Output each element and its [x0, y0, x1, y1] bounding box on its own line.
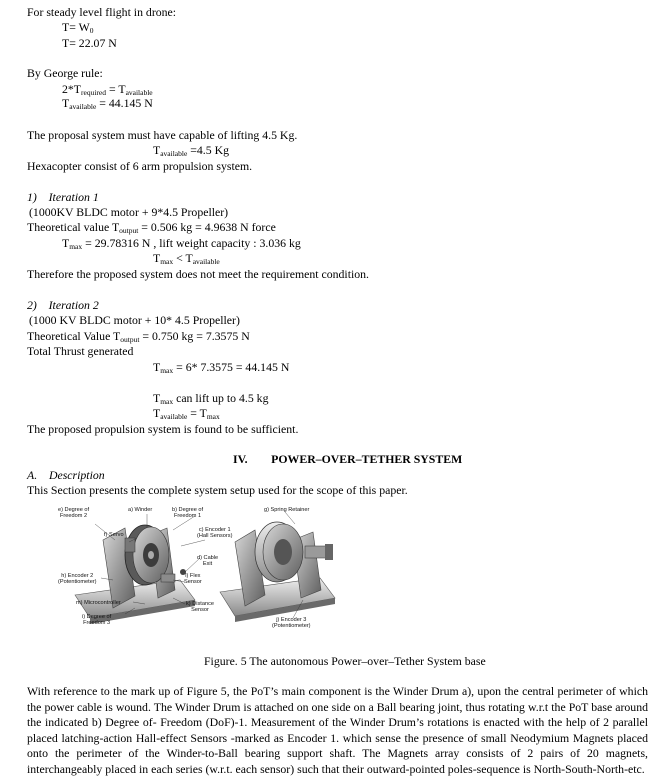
text-line: The proposal system must have capable of lifting 4.5 Kg.: [27, 128, 298, 142]
label-degree-of-freedom-2: e) Degree of Freedom 2: [58, 507, 90, 520]
iteration-heading: 2) Iteration 2: [27, 298, 99, 312]
label-servo: f) Servo: [104, 532, 124, 538]
label-distance-sensor: k) Distance Sensor: [186, 601, 214, 614]
text-line: Therefore the proposed system does not meet the requirement condition.: [27, 267, 370, 281]
label-encoder-3: j) Encoder 3 (Potentiometer): [272, 617, 311, 630]
label-degree-of-freedom-1: b) Degree of Freedom 1: [172, 507, 204, 520]
equation: T= 22.07 N: [62, 36, 117, 50]
label-winder: a) Winder: [128, 507, 153, 513]
label-spring-retainer: g) Spring Retainer: [264, 507, 310, 513]
equation: $T_{max} < T_{available}$: [153, 251, 220, 266]
text-line: Hexacopter consist of 6 arm propulsion system.: [27, 159, 253, 173]
equation: $T_{max} = 29.78316$ N , lift weight capacity : 3.036 kg: [62, 236, 301, 251]
section-heading: IV. POWER–OVER–TETHER SYSTEM: [233, 452, 463, 466]
equation: $T_{available} =4.5$ Kg: [153, 143, 230, 158]
equation: $T_{max} = 6*$ 7.3575 = 44.145 N: [153, 360, 290, 375]
equation: Theoretical value $T_{output} = 0.506$ kg = 4.9638 N force: [27, 220, 276, 235]
text-line: For steady level flight in drone:: [27, 5, 177, 19]
label-degree-of-freedom-3: i) Degree of Freedom 3: [82, 614, 112, 627]
equation: $T= W_0$: [62, 20, 94, 35]
text-line: This Section presents the complete system setup used for the scope of this paper.: [27, 483, 408, 497]
label-cable-exit: d) Cable Exit: [197, 555, 219, 568]
label-microcontroller: m) Microcontroller: [76, 600, 121, 606]
iteration-heading: 1) Iteration 1: [27, 190, 99, 204]
text-line: (1000 KV BLDC motor + 10* 4.5 Propeller): [29, 313, 240, 327]
equation: Theoretical Value $T_{output} = 0.750$ kg = 7.3575 N: [27, 329, 250, 344]
equation: $T_{max}$ can lift up to 4.5 kg: [153, 391, 269, 406]
body-paragraph: With reference to the mark up of Figure 5, the PoT’s main component is the Winder Drum a), upon the central perimeter of which the power cable is wound. The Winder Drum is attached on one side on a Ball bearing joint, thus rotating w.r.t the PoT base around the indicated b) Degree of- Freedom (DoF)-1. Measurement of the Winder Drum’s rotations is enacted with the help of 2 parallel placed latching-action Hall-effect Sensors -marked as Encoder 1. which sense the presence of small Neodymium Magnets placed onto the perimeter of the Winder-to-Ball bearing support shaft. The Magnets array consists of 2 pairs of 20 magnets, interchangeably placed in each series (w.r.t. each sensor) such that their outward-pointed poles-sequence is North-South-North-etc.: [27, 684, 648, 776]
text-line: By George rule:: [27, 66, 103, 80]
equation: $T_{available} = T_{max}$: [153, 406, 220, 421]
equation: $2*T_{required} = T_{available}$: [62, 82, 153, 97]
label-flex-sensor: l) Flex Sensor: [184, 573, 202, 586]
figure-caption: Figure. 5 The autonomous Power–over–Tether System base: [204, 654, 486, 668]
subsection-heading: A. Description: [27, 468, 105, 482]
text-line: The proposed propulsion system is found to be sufficient.: [27, 422, 299, 436]
label-encoder-1: c) Encoder 1 (Hall Sensors): [197, 527, 233, 540]
label-encoder-2: h) Encoder 2 (Potentiometer): [58, 573, 97, 586]
text-line: Total Thrust generated: [27, 344, 134, 358]
equation: $T_{available} = 44.145$ N: [62, 96, 153, 111]
text-line: (1000KV BLDC motor + 9*4.5 Propeller): [29, 205, 229, 219]
